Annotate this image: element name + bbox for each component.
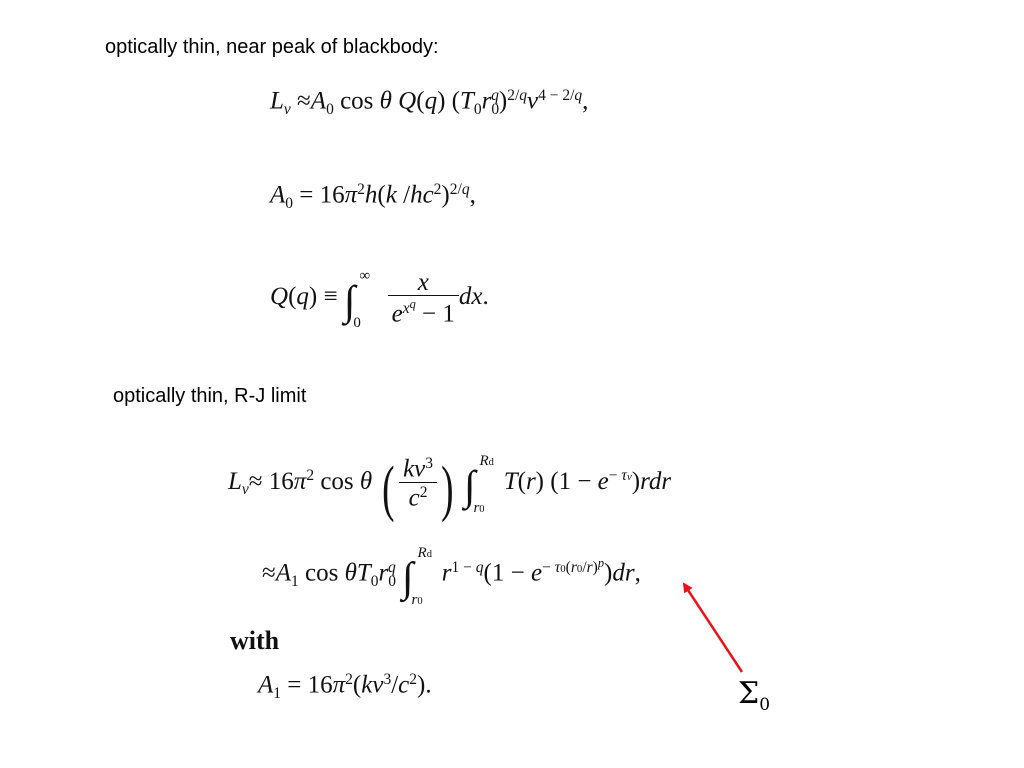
equation-a1: $A_1 = 16\pi^2(k\nu^3/c^2)$. [258, 671, 432, 702]
equation-lnu-rj: $L_\nu\approx 16\pi^2$ cos θ ( $\frac{k\nu^3}{c^2}$ ) ∫ Rd r0 T(r) $(1 - e^{- \tau\nu})rdr$ [228, 453, 672, 523]
equation-q-integral: Q(q) ≡ ∫ ∞ 0 $\frac{x}{e^{x^q} - 1}$ dx. [270, 268, 489, 332]
heading-rj-limit: optically thin, R-J limit [113, 385, 307, 407]
equation-lnu-peak: $L_\nu \approx A_0$ cos θ Q(q) $(T_0r_0^q)^{2/q}\nu^{4 - 2/q}$, [270, 87, 589, 118]
label-with: with [230, 626, 280, 655]
equation-a0: $A_0 = 16\pi^2h(k$ $/hc^2)^{2/q}$, [270, 181, 476, 212]
sigma-zero-label: $\Sigma_0$ [738, 676, 771, 715]
equation-lnu-rj-continued: $\approx A_1$ $\cos \theta T_0r_0^q$ ∫ Rd r0 $r^{1 - q}(1 - e^{- \tau 0(r0/r)^p})dr$, [262, 545, 641, 608]
heading-blackbody: optically thin, near peak of blackbody: [105, 36, 439, 58]
